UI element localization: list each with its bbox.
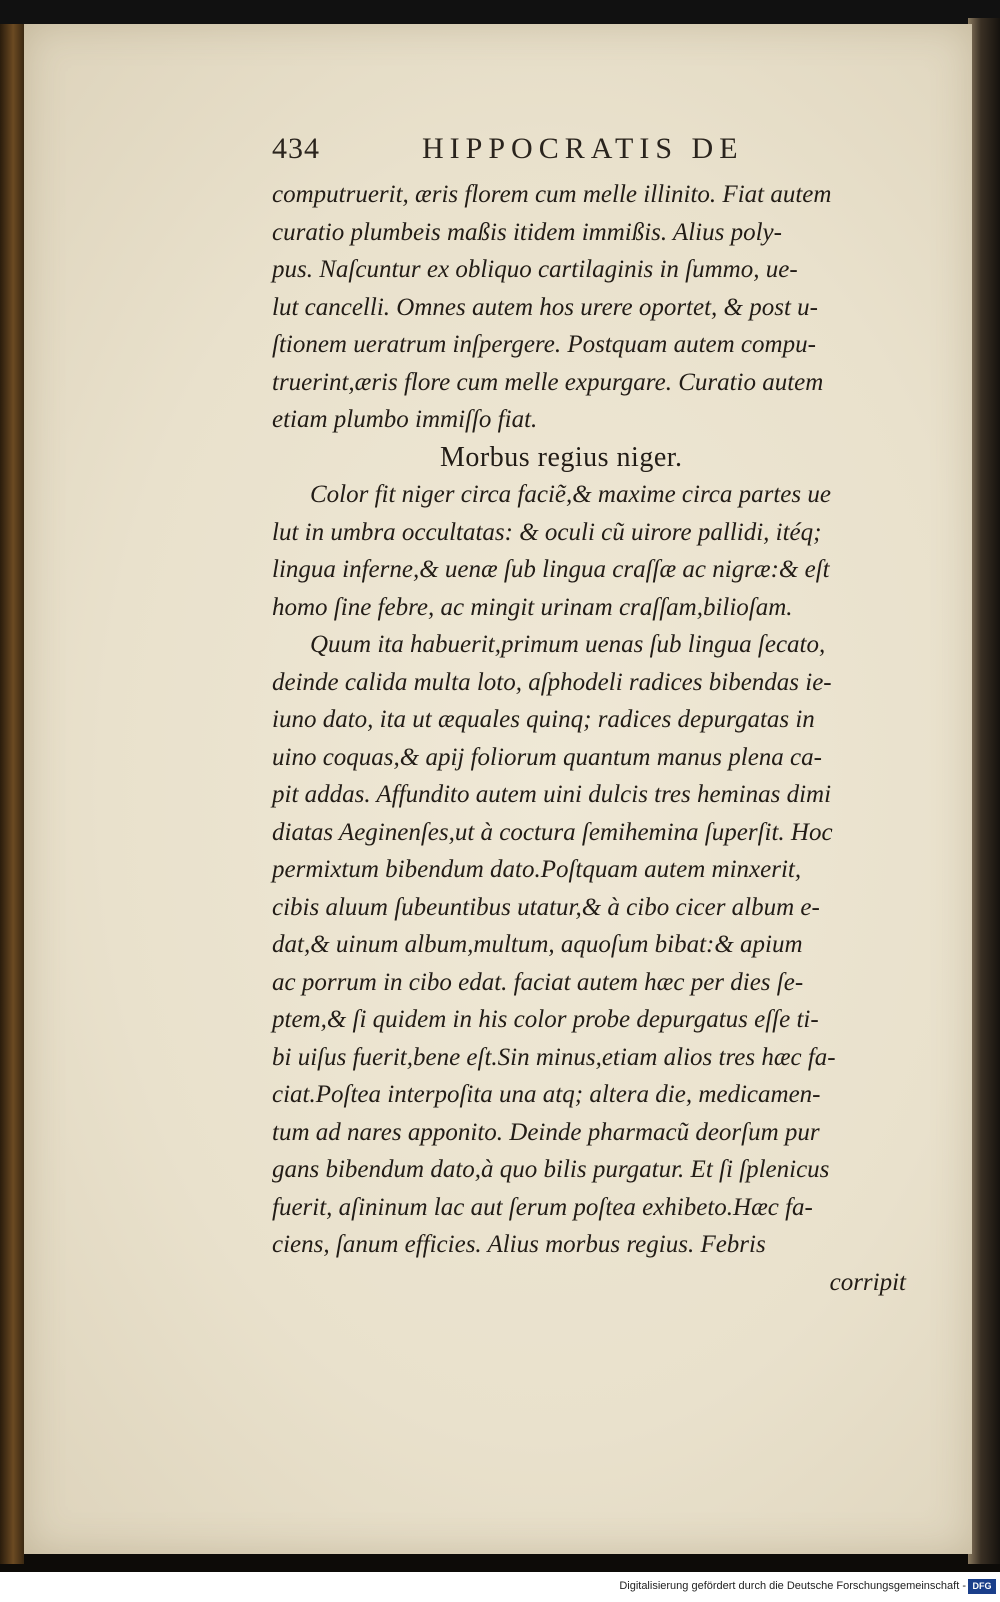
text-line: iuno dato, ita ut æquales quinq; radices depurgatas in (272, 706, 815, 733)
text-line: homo ſine febre, ac mingit urinam craſſam,bilioſam. (272, 593, 793, 621)
text-line: Quum ita habuerit,primum uenas ſub lingua ſecato, (310, 631, 826, 658)
text-line: computruerit, æris florem cum melle illinito. Fiat autem (272, 181, 832, 208)
text-line: pus. Naſcuntur ex obliquo cartilaginis in ſummo, ue- (272, 256, 798, 283)
text-line: curatio plumbeis maßis itidem immißis. Alius poly- (272, 218, 782, 246)
book-spine-edge (0, 24, 24, 1564)
text-line: lut in umbra occultatas: & oculi cũ uirore pallidi, itéq; (272, 518, 822, 546)
text-line: ciat.Poſtea interpoſita una atq; altera die, medicamen- (272, 1081, 821, 1108)
text-line: deinde calida multa loto, aſphodeli radices bibendas ie- (272, 668, 832, 696)
text-line: lut cancelli. Omnes autem hos urere oportet, & post u- (272, 293, 818, 321)
body-text (272, 176, 912, 1301)
text-line: permixtum bibendum dato.Poſtquam autem minxerit, (272, 856, 802, 883)
text-line: Color fit niger circa faciẽ,& maxime circa partes ue (310, 481, 831, 508)
text-line: tum ad nares apponito. Deinde pharmacũ deorſum pur (272, 1118, 820, 1146)
dfg-logo: DFG (968, 1579, 996, 1594)
text-line: ac porrum in cibo edat. faciat autem hæc per dies ſe- (272, 968, 804, 996)
page-stack-edge (968, 18, 1000, 1564)
text-line: dat,& uinum album,multum, aquoſum bibat:& apium (272, 931, 803, 958)
text-line: ptem,& ſi quidem in his color probe depurgatus eſſe ti- (272, 1006, 819, 1033)
text-line: cibis aluum ſubeuntibus utatur,& à cibo cicer album e- (272, 893, 820, 921)
text-line: pit addas. Affundito autem uini dulcis tres heminas dimi (272, 781, 832, 808)
funding-credit: Digitalisierung gefördert durch die Deutsche Forschungsgemeinschaft - (619, 1580, 966, 1592)
digitization-footer (0, 1572, 1000, 1602)
text-line: uino coquas,& apij foliorum quantum manus plena ca- (272, 743, 822, 771)
text-line: bi uiſus fuerit,bene eſt.Sin minus,etiam alios tres hæc fa- (272, 1043, 836, 1071)
text-line: gans bibendum dato,à quo bilis purgatur. Et ſi ſplenicus (272, 1156, 830, 1183)
scan-top-edge (0, 0, 1000, 24)
text-line: ſtionem ueratrum inſpergere. Postquam autem compu- (272, 331, 816, 358)
page-header (272, 128, 792, 174)
text-line: lingua inferne,& uenæ ſub lingua craſſæ ac nigræ:& eſt (272, 556, 830, 583)
running-head: HIPPOCRATIS DE (422, 132, 744, 165)
text-line: fuerit, aſininum lac aut ſerum poſtea exhibeto.Hæc fa- (272, 1193, 813, 1221)
section-heading: Morbus regius niger. (440, 441, 683, 473)
catchword: corripit (829, 1268, 906, 1296)
text-line: etiam plumbo immiſſo fiat. (272, 406, 538, 433)
page-number: 434 (272, 132, 320, 165)
text-line: truerint,æris flore cum melle expurgare. Curatio autem (272, 368, 824, 396)
text-line: diatas Aeginenſes,ut à coctura ſemihemina ſuperſit. Hoc (272, 818, 833, 846)
text-line: ciens, ſanum efficies. Alius morbus regius. Febris (272, 1231, 766, 1258)
